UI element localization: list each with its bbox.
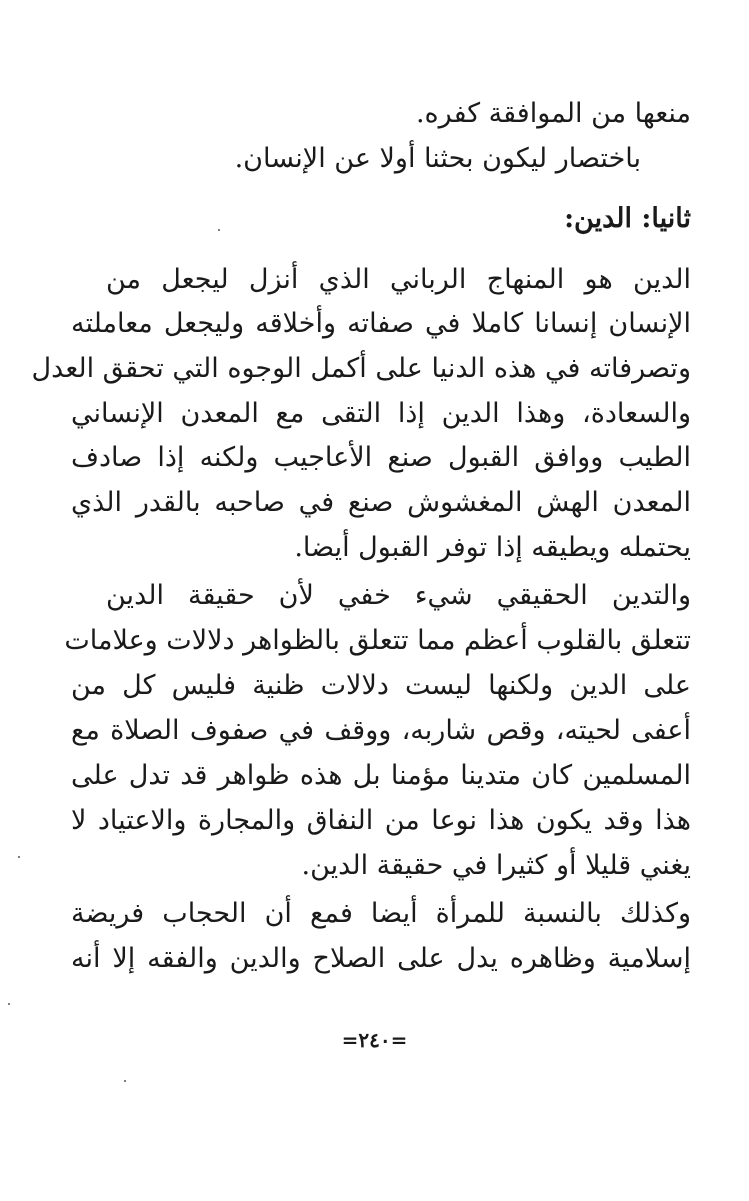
paragraph-1-line-3: وتصرفاته في هذه الدنيا على أكمل الوجوه التي تحقق العدل (31, 353, 691, 384)
text-line-1: منعها من الموافقة كفره. (415, 98, 691, 129)
scan-speck (8, 1003, 10, 1005)
paragraph-3-line-2: إسلامية وظاهره يدل على الصلاح والدين والفقه إلا أنه (71, 943, 691, 974)
paragraph-1-line-6: المعدن الهش المغشوش صنع في صاحبه بالقدر الذي (71, 487, 691, 518)
paragraph-2-line-5: المسلمين كان متدينا مؤمنا بل هذه ظواهر قد تدل على (71, 760, 691, 791)
paragraph-1-line-5: الطيب ووافق القبول صنع الأعاجيب ولكنه إذا صادف (71, 442, 691, 473)
scan-speck (18, 856, 20, 858)
page-number: =٢٤٠= (341, 1028, 408, 1052)
paragraph-2-line-4: أعفى لحيته، وقص شاربه، ووقف في صفوف الصلاة مع (71, 715, 691, 746)
scan-speck (124, 1080, 126, 1082)
paragraph-1-line-1: الدين هو المنهاج الرباني الذي أنزل ليجعل من (106, 264, 691, 295)
paragraph-2-line-3: على الدين ولكنها ليست دلالات ظنية فليس كل من (71, 670, 691, 701)
paragraph-1-line-4: والسعادة، وهذا الدين إذا التقى مع المعدن الإنساني (71, 398, 691, 429)
section-heading: ثانيا: الدين: (564, 203, 691, 234)
paragraph-2-line-2: تتعلق بالقلوب أعظم مما تتعلق بالظواهر دلالات وعلامات (64, 625, 691, 656)
paragraph-2-line-6: هذا وقد يكون هذا نوعا من النفاق والمجارة والاعتياد لا (71, 805, 691, 836)
paragraph-1-line-7: يحتمله ويطيقه إذا توفر القبول أيضا. (294, 532, 691, 563)
paragraph-2-line-7: يغني قليلا أو كثيرا في حقيقة الدين. (301, 850, 691, 881)
paragraph-3-line-1: وكذلك بالنسبة للمرأة أيضا فمع أن الحجاب فريضة (71, 898, 691, 929)
paragraph-2-line-1: والتدين الحقيقي شيء خفي لأن حقيقة الدين (106, 580, 691, 611)
scan-speck (218, 229, 220, 231)
text-line-2: باختصار ليكون بحثنا أولا عن الإنسان. (234, 143, 641, 174)
paragraph-1-line-2: الإنسان إنسانا كاملا في صفاته وأخلاقه وليجعل معاملته (71, 308, 691, 339)
